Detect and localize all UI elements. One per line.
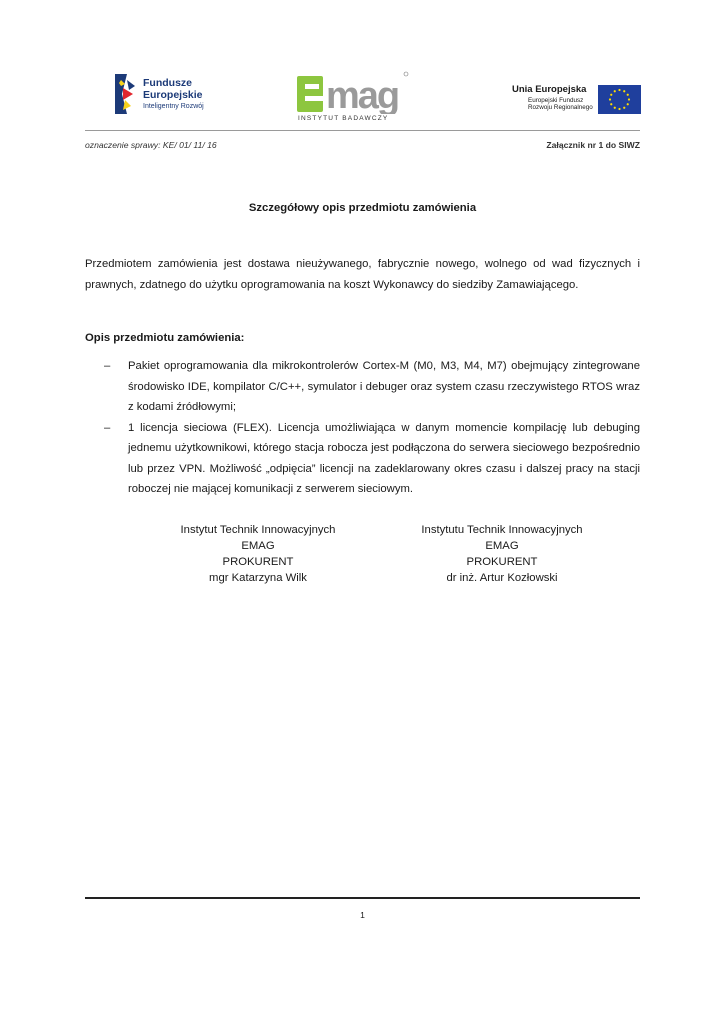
eu-star-icon bbox=[609, 98, 611, 100]
fundusze-europejskie-logo bbox=[113, 72, 233, 116]
fe-line-3: Inteligentny Rozwój bbox=[143, 103, 204, 110]
ue-title: Unia Europejska bbox=[512, 84, 587, 95]
fe-line-2: Europejskie bbox=[143, 88, 203, 101]
ue-line-2: Rozwoju Regionalnego bbox=[528, 104, 593, 112]
signature-role: PROKURENT bbox=[222, 556, 294, 568]
signature-left bbox=[148, 522, 368, 586]
header-divider bbox=[85, 130, 640, 131]
eu-star-icon bbox=[614, 90, 616, 92]
footer-divider bbox=[85, 897, 640, 899]
signature-right bbox=[392, 522, 612, 586]
eu-star-icon bbox=[623, 90, 625, 92]
emag-logo bbox=[296, 70, 412, 126]
fundusze-europejskie-text bbox=[143, 78, 204, 110]
signature-name: mgr Katarzyna Wilk bbox=[209, 572, 307, 584]
list-item-text: Pakiet oprogramowania dla mikrokontrolerów Cortex-M (M0, M3, M4, M7) obejmujący zintegrowane środowisko IDE, kompilator C/C++, symulator i debuger oraz system czasu rzeczywistego RTOS wraz z kodami źródłowymi; bbox=[128, 360, 640, 413]
signature-institution: Instytutu Technik Innowacyjnych bbox=[421, 524, 583, 536]
fe-line-1: Fundusze bbox=[143, 77, 192, 89]
fundusze-europejskie-emblem-icon bbox=[113, 72, 139, 116]
eu-star-icon bbox=[627, 94, 629, 96]
intro-paragraph: Przedmiotem zamówienia jest dostawa nieużywanego, fabrycznie nowego, wolnego od wad fizycznych i prawnych, zdatnego do użytku oprogramowania na koszt Wykonawcy do siedziby Zamawiającego. bbox=[85, 258, 640, 291]
list-item bbox=[85, 418, 640, 500]
emag-subtitle: INSTYTUT BADAWCZY bbox=[298, 115, 389, 122]
signature-name: dr inż. Artur Kozłowski bbox=[446, 572, 558, 584]
list-item-text: 1 licencja sieciowa (FLEX). Licencja umożliwiająca w danym momencie kompilację lub debuging jednemu użytkownikowi, którego stacja robocza jest podłączona do serwera sieciowego bezpośrednio lub przez VPN. Możliwość „odpięcia” licencji na zadeklarowany okres czasu i dalszej pracy na stacji roboczej nie mającej komunikacji z serwerem sieciowym. bbox=[128, 421, 640, 495]
case-reference: oznaczenie sprawy: KE/ 01/ 11/ 16 bbox=[85, 140, 217, 150]
eu-flag-icon bbox=[598, 85, 641, 114]
signature-institution: Instytut Technik Innowacyjnych bbox=[180, 524, 336, 536]
document-title: Szczegółowy opis przedmiotu zamówienia bbox=[248, 202, 477, 214]
unia-europejska-text bbox=[512, 84, 593, 111]
eu-star-icon bbox=[627, 103, 629, 105]
section-heading: Opis przedmiotu zamówienia: bbox=[85, 332, 245, 344]
signature-org: EMAG bbox=[241, 540, 275, 552]
eu-star-icon bbox=[610, 94, 612, 96]
eu-star-icon bbox=[610, 103, 612, 105]
attachment-label: Załącznik nr 1 do SIWZ bbox=[546, 140, 640, 150]
emag-wordmark-icon bbox=[296, 70, 412, 114]
ue-line-1: Europejski Fundusz bbox=[528, 97, 584, 104]
unia-europejska-logo bbox=[512, 84, 642, 116]
eu-star-icon bbox=[623, 107, 625, 109]
signature-role: PROKURENT bbox=[466, 556, 538, 568]
eu-star-icon bbox=[618, 89, 620, 91]
eu-star-icon bbox=[628, 98, 630, 100]
list-marker: – bbox=[104, 421, 111, 434]
eu-star-icon bbox=[614, 107, 616, 109]
list-item bbox=[85, 356, 640, 418]
page-number: 1 bbox=[360, 910, 365, 920]
signature-org: EMAG bbox=[485, 540, 519, 552]
requirements-list bbox=[85, 356, 640, 500]
svg-text:mag: mag bbox=[326, 75, 399, 114]
eu-star-icon bbox=[618, 108, 620, 110]
list-marker: – bbox=[104, 360, 111, 372]
